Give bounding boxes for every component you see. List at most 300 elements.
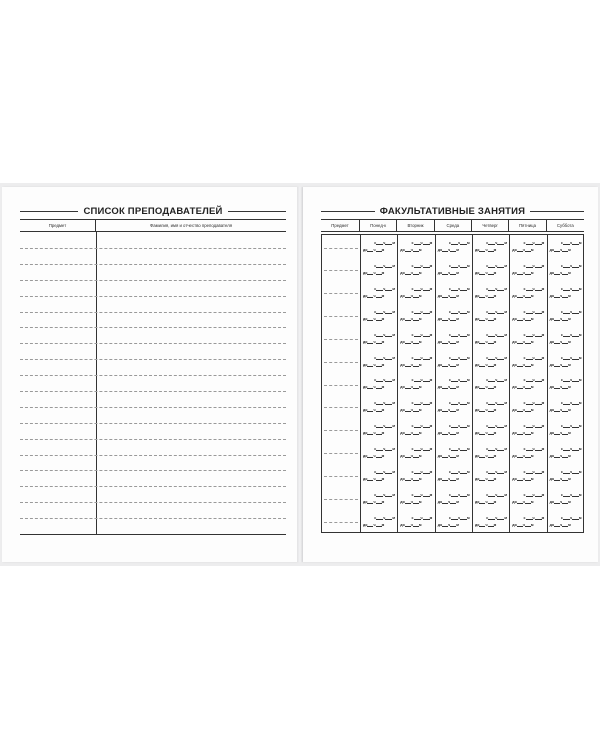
time-from-line: с ч м: [374, 355, 395, 360]
time-to-line: до ч м: [363, 385, 385, 390]
time-to-line: до ч м: [400, 294, 422, 299]
time-from-line: с ч м: [448, 469, 470, 474]
time-to-line: до ч м: [512, 476, 534, 481]
time-entry-cell[interactable]: [437, 283, 472, 301]
time-to-line: до ч м: [512, 408, 534, 413]
table-row: [322, 486, 583, 509]
time-from-line: с ч м: [560, 515, 582, 520]
time-to-line: до ч м: [549, 339, 571, 344]
time-from-line: с ч м: [486, 515, 507, 520]
writing-line[interactable]: [20, 312, 286, 313]
time-from-line: с ч м: [486, 264, 507, 269]
time-entry-cell[interactable]: [399, 306, 434, 324]
time-entry-cell[interactable]: [437, 306, 472, 324]
time-entry-cell[interactable]: [362, 397, 397, 415]
time-from-line: с ч м: [411, 355, 433, 360]
time-from-line: с ч м: [486, 401, 507, 406]
time-entry-cell[interactable]: [437, 443, 472, 461]
time-entry-cell[interactable]: [549, 374, 584, 392]
time-to-line: до ч м: [549, 271, 571, 276]
table-row: [322, 349, 583, 372]
time-entry-cell[interactable]: [549, 306, 584, 324]
time-entry-cell[interactable]: [437, 420, 472, 438]
subject-writing-line[interactable]: [324, 339, 358, 340]
time-to-line: до ч м: [549, 362, 571, 367]
time-to-line: до ч м: [549, 431, 571, 436]
time-to-line: до ч м: [549, 294, 571, 299]
time-to-line: до ч м: [475, 294, 497, 299]
time-from-line: с ч м: [411, 378, 433, 383]
time-entry-cell[interactable]: [474, 489, 509, 507]
time-from-line: с ч м: [448, 241, 470, 246]
time-to-line: до ч м: [475, 431, 497, 436]
time-entry-cell[interactable]: [549, 512, 584, 530]
time-entry-cell[interactable]: [399, 397, 434, 415]
time-from-line: с ч м: [560, 287, 582, 292]
time-to-line: до ч м: [437, 476, 459, 481]
time-entry-cell[interactable]: [437, 512, 472, 530]
time-from-line: с ч м: [411, 469, 433, 474]
subject-writing-line[interactable]: [324, 522, 358, 523]
page-title: ФАКУЛЬТАТИВНЫЕ ЗАНЯТИЯ: [379, 205, 526, 217]
time-entry-cell[interactable]: [474, 374, 509, 392]
time-to-line: до ч м: [400, 271, 422, 276]
time-to-line: до ч м: [549, 385, 571, 390]
time-entry-cell[interactable]: [399, 329, 434, 347]
time-entry-cell[interactable]: [399, 512, 434, 530]
time-from-line: с ч м: [486, 241, 507, 246]
column-header-friday: Пятница: [509, 220, 546, 231]
time-entry-cell[interactable]: [362, 374, 397, 392]
time-from-line: с ч м: [560, 446, 582, 451]
time-entry-cell[interactable]: [399, 283, 434, 301]
time-to-line: до ч м: [475, 339, 497, 344]
subject-writing-line[interactable]: [324, 430, 358, 431]
time-entry-cell[interactable]: [549, 237, 584, 255]
time-from-line: с ч м: [560, 492, 582, 497]
time-from-line: с ч м: [523, 469, 545, 474]
table-row: [322, 258, 583, 281]
time-from-line: с ч м: [374, 287, 395, 292]
teachers-list-page: [2, 187, 297, 562]
subject-writing-line[interactable]: [324, 248, 358, 249]
time-entry-cell[interactable]: [474, 329, 509, 347]
time-entry-cell[interactable]: [474, 512, 509, 530]
time-to-line: до ч м: [512, 522, 534, 527]
time-entry-cell[interactable]: [549, 489, 584, 507]
time-from-line: с ч м: [448, 287, 470, 292]
time-from-line: с ч м: [560, 309, 582, 314]
time-entry-cell[interactable]: [399, 466, 434, 484]
time-to-line: до ч м: [475, 271, 497, 276]
time-entry-cell[interactable]: [437, 489, 472, 507]
time-entry-cell[interactable]: [549, 283, 584, 301]
time-entry-cell[interactable]: [362, 329, 397, 347]
subject-writing-line[interactable]: [324, 293, 358, 294]
time-to-line: до ч м: [400, 339, 422, 344]
teachers-title-row: [20, 205, 286, 217]
time-to-line: до ч м: [363, 453, 385, 458]
column-header-subject: Предмет: [321, 220, 360, 231]
table-row: [322, 326, 583, 349]
time-to-line: до ч м: [363, 316, 385, 321]
time-to-line: до ч м: [437, 339, 459, 344]
time-entry-cell[interactable]: [362, 306, 397, 324]
time-entry-cell[interactable]: [474, 397, 509, 415]
time-entry-cell[interactable]: [474, 237, 509, 255]
notebook-spread: [0, 183, 600, 566]
time-to-line: до ч м: [512, 248, 534, 253]
subject-writing-line[interactable]: [324, 270, 358, 271]
writing-line[interactable]: [20, 375, 286, 376]
time-from-line: с ч м: [523, 424, 545, 429]
writing-line[interactable]: [20, 391, 286, 392]
time-from-line: с ч м: [560, 332, 582, 337]
optional-table-header: [321, 219, 584, 232]
writing-line[interactable]: [20, 280, 286, 281]
table-row: [322, 464, 583, 487]
time-from-line: с ч м: [560, 469, 582, 474]
writing-line[interactable]: [20, 343, 286, 344]
time-to-line: до ч м: [363, 294, 385, 299]
column-divider: [96, 232, 97, 534]
time-from-line: с ч м: [448, 309, 470, 314]
time-entry-cell[interactable]: [437, 260, 472, 278]
time-to-line: до ч м: [549, 316, 571, 321]
time-from-line: с ч м: [560, 241, 582, 246]
time-from-line: с ч м: [523, 355, 545, 360]
time-to-line: до ч м: [475, 499, 497, 504]
time-entry-cell[interactable]: [362, 283, 397, 301]
time-entry-cell[interactable]: [511, 443, 546, 461]
writing-line[interactable]: [20, 502, 286, 503]
subject-writing-line[interactable]: [324, 499, 358, 500]
writing-line[interactable]: [20, 486, 286, 487]
time-from-line: с ч м: [411, 401, 433, 406]
time-entry-cell[interactable]: [474, 466, 509, 484]
time-from-line: с ч м: [411, 241, 433, 246]
column-header-tuesday: Вторник: [397, 220, 434, 231]
time-entry-cell[interactable]: [511, 237, 546, 255]
table-row: [322, 509, 583, 532]
time-from-line: с ч м: [448, 332, 470, 337]
time-from-line: с ч м: [560, 264, 582, 269]
title-rule-right: [530, 211, 584, 212]
table-row: [322, 441, 583, 464]
time-from-line: с ч м: [523, 378, 545, 383]
time-from-line: с ч м: [374, 469, 395, 474]
time-to-line: до ч м: [363, 339, 385, 344]
time-from-line: с ч м: [523, 332, 545, 337]
time-from-line: с ч м: [486, 492, 507, 497]
writing-line[interactable]: [20, 423, 286, 424]
subject-writing-line[interactable]: [324, 476, 358, 477]
time-from-line: с ч м: [486, 287, 507, 292]
column-header-wednesday: Среда: [435, 220, 472, 231]
time-entry-cell[interactable]: [511, 420, 546, 438]
time-to-line: до ч м: [475, 476, 497, 481]
time-entry-cell[interactable]: [437, 374, 472, 392]
time-from-line: с ч м: [411, 264, 433, 269]
time-from-line: с ч м: [411, 287, 433, 292]
time-to-line: до ч м: [512, 453, 534, 458]
optional-classes-page: [303, 187, 598, 562]
time-from-line: с ч м: [374, 492, 395, 497]
writing-line[interactable]: [20, 455, 286, 456]
time-entry-cell[interactable]: [362, 466, 397, 484]
column-header-thursday: Четверг: [472, 220, 509, 231]
time-entry-cell[interactable]: [511, 374, 546, 392]
time-entry-cell[interactable]: [549, 329, 584, 347]
time-to-line: до ч м: [512, 271, 534, 276]
subject-writing-line[interactable]: [324, 385, 358, 386]
time-to-line: до ч м: [437, 522, 459, 527]
time-to-line: до ч м: [549, 476, 571, 481]
subject-writing-line[interactable]: [324, 407, 358, 408]
time-from-line: с ч м: [374, 264, 395, 269]
time-entry-cell[interactable]: [511, 283, 546, 301]
time-entry-cell[interactable]: [437, 466, 472, 484]
writing-line[interactable]: [20, 264, 286, 265]
time-entry-cell[interactable]: [549, 260, 584, 278]
time-entry-cell[interactable]: [549, 466, 584, 484]
teachers-table-body: [20, 232, 286, 535]
time-from-line: с ч м: [523, 401, 545, 406]
time-entry-cell[interactable]: [511, 512, 546, 530]
time-to-line: до ч м: [512, 499, 534, 504]
time-entry-cell[interactable]: [399, 260, 434, 278]
time-from-line: с ч м: [374, 332, 395, 337]
time-to-line: до ч м: [363, 431, 385, 436]
subject-writing-line[interactable]: [324, 316, 358, 317]
time-to-line: до ч м: [475, 385, 497, 390]
time-entry-cell[interactable]: [474, 306, 509, 324]
time-entry-cell[interactable]: [362, 512, 397, 530]
time-to-line: до ч м: [549, 499, 571, 504]
optional-table-body: [321, 234, 584, 533]
time-from-line: с ч м: [523, 309, 545, 314]
table-row: [322, 395, 583, 418]
time-to-line: до ч м: [549, 522, 571, 527]
time-entry-cell[interactable]: [362, 237, 397, 255]
time-to-line: до ч м: [475, 362, 497, 367]
time-entry-cell[interactable]: [399, 443, 434, 461]
time-from-line: с ч м: [486, 355, 507, 360]
time-to-line: до ч м: [512, 362, 534, 367]
time-entry-cell[interactable]: [437, 237, 472, 255]
time-from-line: с ч м: [486, 424, 507, 429]
time-to-line: до ч м: [437, 316, 459, 321]
time-to-line: до ч м: [437, 408, 459, 413]
time-entry-cell[interactable]: [399, 489, 434, 507]
writing-line[interactable]: [20, 518, 286, 519]
time-to-line: до ч м: [475, 408, 497, 413]
time-from-line: с ч м: [560, 355, 582, 360]
time-entry-cell[interactable]: [362, 443, 397, 461]
time-to-line: до ч м: [512, 316, 534, 321]
time-to-line: до ч м: [363, 499, 385, 504]
time-entry-cell[interactable]: [549, 420, 584, 438]
time-from-line: с ч м: [448, 446, 470, 451]
time-from-line: с ч м: [374, 515, 395, 520]
writing-line[interactable]: [20, 296, 286, 297]
writing-line[interactable]: [20, 327, 286, 328]
time-from-line: с ч м: [486, 378, 507, 383]
time-from-line: с ч м: [486, 309, 507, 314]
time-to-line: до ч м: [400, 499, 422, 504]
time-from-line: с ч м: [560, 424, 582, 429]
column-header-monday: Понед-к: [360, 220, 397, 231]
table-row: [322, 304, 583, 327]
time-to-line: до ч м: [363, 522, 385, 527]
time-from-line: с ч м: [411, 309, 433, 314]
time-to-line: до ч м: [400, 385, 422, 390]
time-entry-cell[interactable]: [511, 329, 546, 347]
optional-title-row: [321, 205, 584, 217]
time-from-line: с ч м: [523, 446, 545, 451]
time-to-line: до ч м: [437, 271, 459, 276]
time-to-line: до ч м: [437, 499, 459, 504]
time-from-line: с ч м: [411, 332, 433, 337]
title-rule-right: [228, 211, 286, 212]
time-from-line: с ч м: [523, 492, 545, 497]
time-from-line: с ч м: [560, 401, 582, 406]
time-to-line: до ч м: [400, 316, 422, 321]
time-from-line: с ч м: [374, 424, 395, 429]
time-entry-cell[interactable]: [362, 260, 397, 278]
time-to-line: до ч м: [475, 248, 497, 253]
time-to-line: до ч м: [437, 453, 459, 458]
time-from-line: с ч м: [448, 378, 470, 383]
time-entry-cell[interactable]: [437, 397, 472, 415]
time-from-line: с ч м: [448, 492, 470, 497]
table-row: [322, 281, 583, 304]
time-to-line: до ч м: [363, 476, 385, 481]
time-entry-cell[interactable]: [511, 260, 546, 278]
time-entry-cell[interactable]: [511, 352, 546, 370]
time-to-line: до ч м: [549, 453, 571, 458]
time-entry-cell[interactable]: [474, 283, 509, 301]
time-to-line: до ч м: [400, 431, 422, 436]
time-to-line: до ч м: [400, 476, 422, 481]
time-from-line: с ч м: [374, 309, 395, 314]
time-entry-cell[interactable]: [474, 443, 509, 461]
time-to-line: до ч м: [363, 271, 385, 276]
time-entry-cell[interactable]: [399, 374, 434, 392]
time-from-line: с ч м: [411, 492, 433, 497]
time-to-line: до ч м: [512, 431, 534, 436]
page-title: СПИСОК ПРЕПОДАВАТЕЛЕЙ: [83, 205, 223, 217]
writing-line[interactable]: [20, 407, 286, 408]
writing-line[interactable]: [20, 439, 286, 440]
subject-writing-line[interactable]: [324, 453, 358, 454]
time-to-line: до ч м: [400, 248, 422, 253]
time-to-line: до ч м: [549, 248, 571, 253]
writing-line[interactable]: [20, 470, 286, 471]
time-from-line: с ч м: [411, 515, 433, 520]
writing-line[interactable]: [20, 359, 286, 360]
time-from-line: с ч м: [523, 264, 545, 269]
time-entry-cell[interactable]: [511, 489, 546, 507]
time-to-line: до ч м: [400, 453, 422, 458]
time-to-line: до ч м: [549, 408, 571, 413]
column-header-subject: Предмет: [20, 220, 96, 231]
time-from-line: с ч м: [374, 241, 395, 246]
time-from-line: с ч м: [560, 378, 582, 383]
table-row: [322, 418, 583, 441]
writing-line[interactable]: [20, 248, 286, 249]
time-from-line: с ч м: [523, 515, 545, 520]
time-to-line: до ч м: [437, 248, 459, 253]
time-entry-cell[interactable]: [437, 329, 472, 347]
time-from-line: с ч м: [411, 424, 433, 429]
time-from-line: с ч м: [486, 469, 507, 474]
title-rule-left: [20, 211, 78, 212]
time-entry-cell[interactable]: [362, 420, 397, 438]
time-entry-cell[interactable]: [399, 352, 434, 370]
table-row: [322, 372, 583, 395]
teachers-table-header: [20, 219, 286, 232]
time-entry-cell[interactable]: [474, 420, 509, 438]
time-entry-cell[interactable]: [474, 352, 509, 370]
column-header-teacher-name: Фамилия, имя и отчество преподавателя: [149, 223, 233, 228]
time-from-line: с ч м: [448, 401, 470, 406]
time-from-line: с ч м: [374, 401, 395, 406]
time-to-line: до ч м: [400, 522, 422, 527]
time-entry-cell[interactable]: [474, 260, 509, 278]
time-to-line: до ч м: [512, 339, 534, 344]
time-entry-cell[interactable]: [362, 489, 397, 507]
time-from-line: с ч м: [448, 424, 470, 429]
time-from-line: с ч м: [523, 241, 545, 246]
time-from-line: с ч м: [448, 264, 470, 269]
column-header-saturday: Суббота: [556, 223, 574, 228]
time-to-line: до ч м: [475, 522, 497, 527]
time-from-line: с ч м: [411, 446, 433, 451]
time-to-line: до ч м: [437, 294, 459, 299]
time-to-line: до ч м: [437, 431, 459, 436]
time-entry-cell[interactable]: [549, 352, 584, 370]
time-to-line: до ч м: [363, 408, 385, 413]
time-to-line: до ч м: [400, 408, 422, 413]
time-from-line: с ч м: [486, 446, 507, 451]
time-from-line: с ч м: [374, 378, 395, 383]
time-entry-cell[interactable]: [437, 352, 472, 370]
time-from-line: с ч м: [486, 332, 507, 337]
time-entry-cell[interactable]: [399, 237, 434, 255]
time-to-line: до ч м: [363, 248, 385, 253]
time-to-line: до ч м: [437, 362, 459, 367]
time-to-line: до ч м: [400, 362, 422, 367]
time-to-line: до ч м: [512, 294, 534, 299]
time-entry-cell[interactable]: [399, 420, 434, 438]
time-entry-cell[interactable]: [549, 397, 584, 415]
time-entry-cell[interactable]: [511, 466, 546, 484]
table-row: [322, 235, 583, 258]
time-entry-cell[interactable]: [549, 443, 584, 461]
time-from-line: с ч м: [374, 446, 395, 451]
time-from-line: с ч м: [523, 287, 545, 292]
time-entry-cell[interactable]: [362, 352, 397, 370]
time-entry-cell[interactable]: [511, 306, 546, 324]
time-to-line: до ч м: [475, 316, 497, 321]
time-to-line: до ч м: [475, 453, 497, 458]
time-to-line: до ч м: [512, 385, 534, 390]
time-to-line: до ч м: [363, 362, 385, 367]
time-entry-cell[interactable]: [511, 397, 546, 415]
subject-writing-line[interactable]: [324, 362, 358, 363]
title-rule-left: [321, 211, 375, 212]
